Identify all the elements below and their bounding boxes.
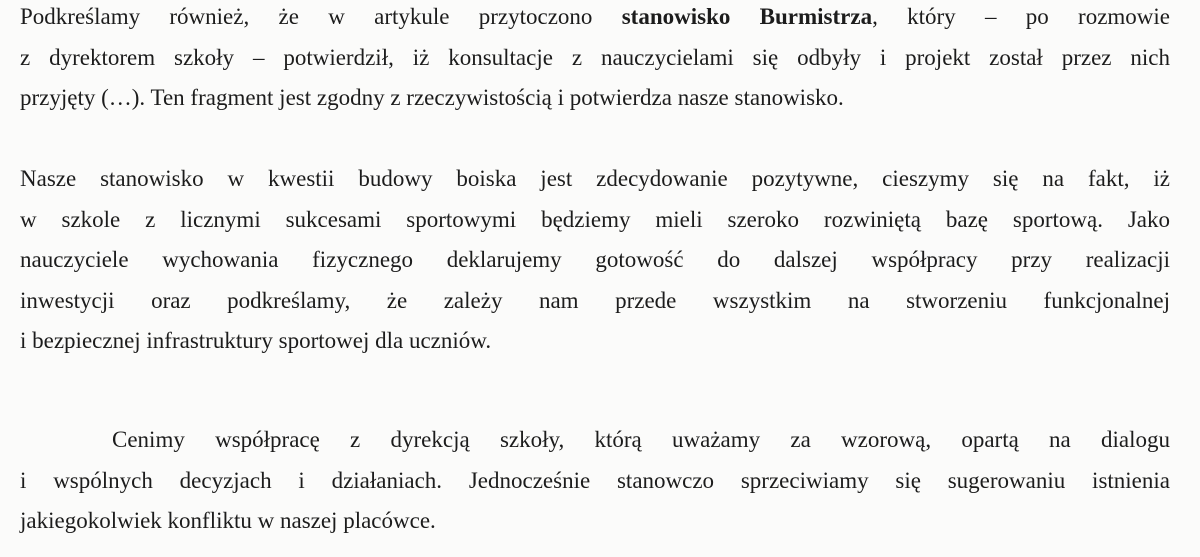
paragraph-1-line-1-post: , który – po rozmowie	[872, 4, 1171, 29]
paragraph-3	[20, 420, 1170, 542]
paragraph-3-line-1: Cenimy współpracę z dyrekcją szkoły, którą uważamy za wzorową, opartą na dialogu	[112, 427, 1170, 452]
paragraph-1-line-1	[20, 0, 1170, 38]
paragraph-2-line-2: w szkole z licznymi sukcesami sportowymi będziemy mieli szeroko rozwiniętą bazę sportową. Jako	[20, 206, 1170, 232]
paragraph-3-line-2: i wspólnych decyzjach i działaniach. Jednocześnie stanowczo sprzeciwiamy się sugerowaniu istnienia	[20, 467, 1170, 493]
paragraph-1-line-2: z dyrektorem szkoły – potwierdził, iż konsultacje z nauczycielami się odbyły i projekt został przez nich	[20, 44, 1170, 70]
paragraph-1-line-3: przyjęty (…). Ten fragment jest zgodny z rzeczywistością i potwierdza nasze stanowisko.	[20, 85, 844, 110]
paragraph-2-line-1: Nasze stanowisko w kwestii budowy boiska jest zdecydowanie pozytywne, cieszymy się na fakt, iż	[20, 166, 1170, 191]
paragraph-2-line-3: nauczyciele wychowania fizycznego deklarujemy gotowość do dalszej współpracy przy realizacji	[20, 247, 1170, 272]
paragraph-2	[20, 159, 1170, 362]
paragraph-2-line-4: inwestycji oraz podkreślamy, że zależy nam przede wszystkim na stworzeniu funkcjonalnej	[20, 287, 1170, 313]
paragraph-2-line-5: i bezpiecznej infrastruktury sportowej dla uczniów.	[20, 328, 492, 353]
paragraph-1-line-1-pre: Podkreślamy również, że w artykule przytoczono	[20, 4, 622, 29]
paragraph-1-bold-phrase: stanowisko Burmistrza	[621, 4, 873, 29]
paragraph-3-line-3: jakiegokolwiek konfliktu w naszej placówce.	[20, 508, 436, 533]
paragraph-1	[20, 0, 1170, 119]
